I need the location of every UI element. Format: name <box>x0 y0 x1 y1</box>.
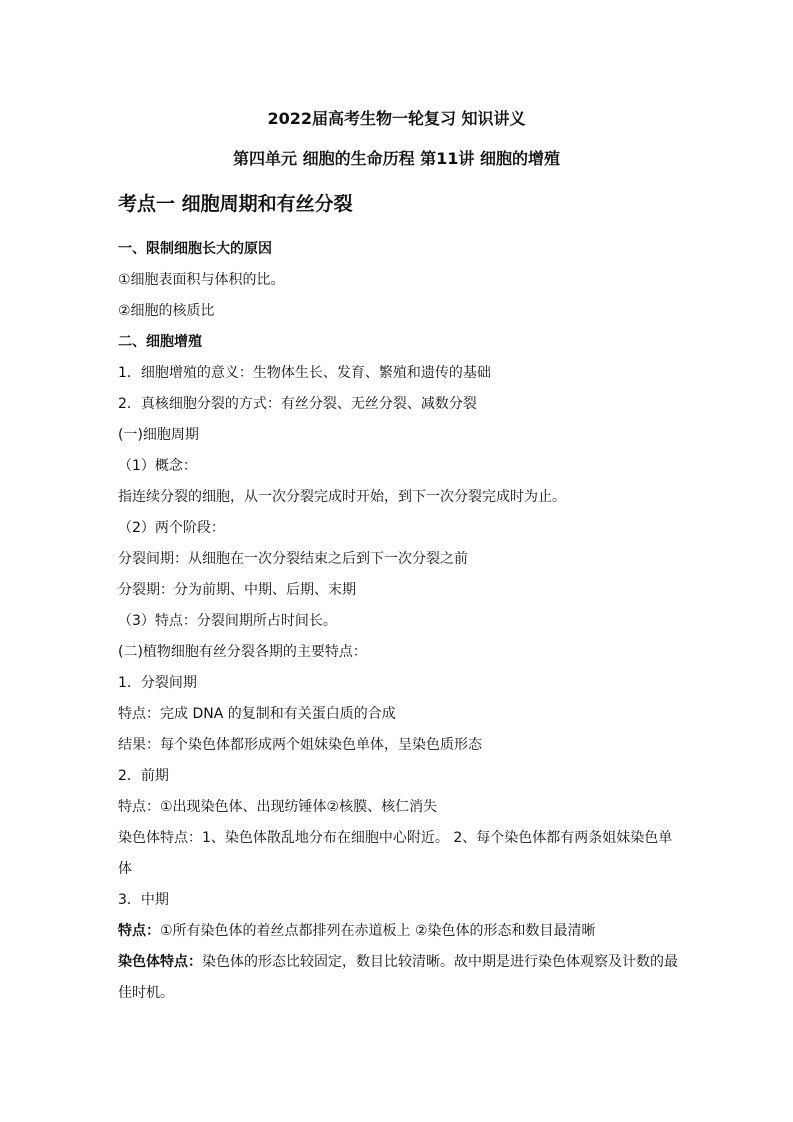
heading-cell-proliferation: 二、细胞增殖 <box>118 334 202 350</box>
paragraph: (一)细胞周期 <box>118 427 199 443</box>
paragraph: ①细胞表面积与体积的比。 <box>118 272 285 288</box>
paragraph <box>118 916 688 947</box>
paragraph: 染色体特点：1、染色体散乱地分布在细胞中心附近。 2、每个染色体都有两条姐妹染色单体 <box>118 830 673 877</box>
paragraph: 分裂间期：从细胞在一次分裂结束之后到下一次分裂之前 <box>118 551 468 567</box>
section-heading: 考点一 细胞周期和有丝分裂 <box>118 193 353 215</box>
paragraph <box>118 947 683 1009</box>
paragraph: ②细胞的核质比 <box>118 303 215 319</box>
paragraph: (二)植物细胞有丝分裂各期的主要特点： <box>118 644 367 660</box>
paragraph: 分裂期：分为前期、中期、后期、末期 <box>118 582 356 598</box>
document-subtitle: 第四单元 细胞的生命历程 第11讲 细胞的增殖 <box>233 149 560 168</box>
paragraph: （1）概念： <box>118 458 197 474</box>
document-body <box>118 234 688 1009</box>
paragraph: 3．中期 <box>118 892 169 908</box>
paragraph: 指连续分裂的细胞，从一次分裂完成时开始，到下一次分裂完成时为止。 <box>118 489 566 505</box>
paragraph: 特点：完成 DNA 的复制和有关蛋白质的合成 <box>118 706 396 722</box>
paragraph: 特点：①出现染色体、出现纺锤体②核膜、核仁消失 <box>118 799 438 815</box>
metaphase-features-text: ①所有染色体的着丝点都排列在赤道板上 ②染色体的形态和数目最清晰 <box>160 923 596 939</box>
paragraph: （3）特点：分裂间期所占时间长。 <box>118 613 337 629</box>
document-title: 2022届高考生物一轮复习 知识讲义 <box>267 109 526 128</box>
chromosome-features-text: 染色体的形态比较固定，数目比较清晰。故中期是进行染色体观察及计数的最佳时机。 <box>118 954 678 1001</box>
paragraph: 1．分裂间期 <box>118 675 197 691</box>
paragraph: （2）两个阶段： <box>118 520 225 536</box>
metaphase-features-label: 特点： <box>118 923 160 939</box>
paragraph: 2．前期 <box>118 768 169 784</box>
chromosome-features-label: 染色体特点： <box>118 954 202 970</box>
paragraph: 结果：每个染色体都形成两个姐妹染色单体，呈染色质形态 <box>118 737 482 753</box>
paragraph: 1．细胞增殖的意义：生物体生长、发育、繁殖和遗传的基础 <box>118 365 491 381</box>
paragraph: 2．真核细胞分裂的方式：有丝分裂、无丝分裂、减数分裂 <box>118 396 477 412</box>
heading-cell-size-limits: 一、限制细胞长大的原因 <box>118 241 272 257</box>
